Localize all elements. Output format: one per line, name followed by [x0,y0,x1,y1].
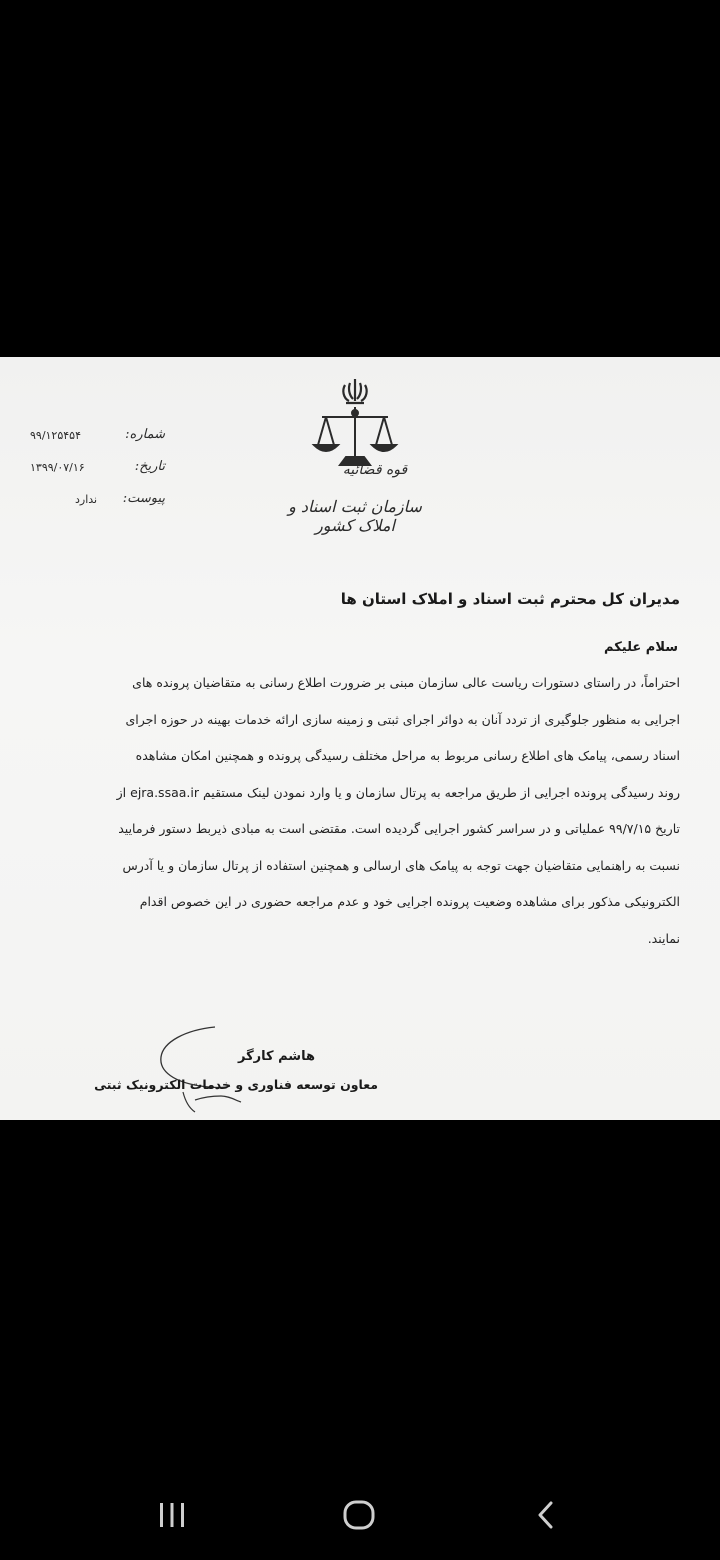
home-button[interactable] [329,1490,389,1540]
system-navigation-bar [0,1470,720,1560]
home-icon [342,1499,376,1531]
letter-recipient: مدیران کل محترم ثبت اسناد و املاک استان ها [340,590,680,608]
document-page [0,357,720,1120]
back-icon [535,1500,557,1530]
meta-attachment-value: ندارد [75,493,98,506]
body-line: نمایند. [647,930,680,946]
org-name-judiciary: قوه قضائیه [342,462,408,478]
body-line: اجرایی به منظور جلوگیری از تردد آنان به دوائر اجرای ثبتی و زمینه سازی ارائه خدمات بهینه در حوزه اجرای [125,711,680,727]
body-line: روند رسیدگی پرونده اجرایی از طریق مراجعه به پرتال سازمان و یا وارد نمودن لینک مستقیم ejra.ssaa.ir از [116,784,680,800]
meta-number-value: ۹۹/۱۲۵۴۵۴ [30,429,81,442]
recent-apps-icon [157,1501,187,1529]
meta-attachment [30,491,165,513]
signature-scribble [155,1022,265,1117]
meta-attachment-label: پیوست: [122,491,165,506]
body-line: الکترونیکی مذکور برای مشاهده وضعیت پرونده اجرایی خود و عدم مراجعه حضوری در این خصوص اقدام [139,894,680,909]
meta-number-label: شماره: [125,427,165,442]
recents-button[interactable] [142,1490,202,1540]
back-button[interactable] [516,1490,576,1540]
meta-date-label: تاریخ: [134,459,165,474]
body-line: اسناد رسمی، پیامک های اطلاع رسانی مربوط به مراحل مختلف رسیدگی پرونده و همچنین امکان مشاهده [135,748,680,763]
letter-body [40,665,680,957]
signatory-name: هاشم کارگر [238,1049,315,1064]
body-line: تاریخ ۹۹/۷/۱۵ عملیاتی و در سراسر کشور اجرایی گردیده است. مقتضی است به مبادی ذیربط دستور فرمایید [118,821,680,836]
scales-of-justice-icon [314,407,396,465]
org-name-registry: سازمان ثبت اسناد و املاک کشور [288,497,422,535]
letter-greeting: سلام علیکم [604,640,678,655]
signatory-title: معاون توسعه فناوری و خدمات الکترونیک ثبتی [94,1077,378,1092]
body-line: احتراماً، در راستای دستورات ریاست عالی سازمان مبنی بر ضرورت اطلاع رسانی به متقاضیان پرونده های [132,675,680,690]
body-line: نسبت به راهنمایی متقاضیان جهت توجه به پیامک های ارسالی و همچنین استفاده از پرتال سازمان و یا آدرس [122,857,680,873]
meta-number [30,427,165,449]
meta-date-value: ۱۳۹۹/۰۷/۱۶ [30,461,85,474]
meta-date [30,459,165,481]
